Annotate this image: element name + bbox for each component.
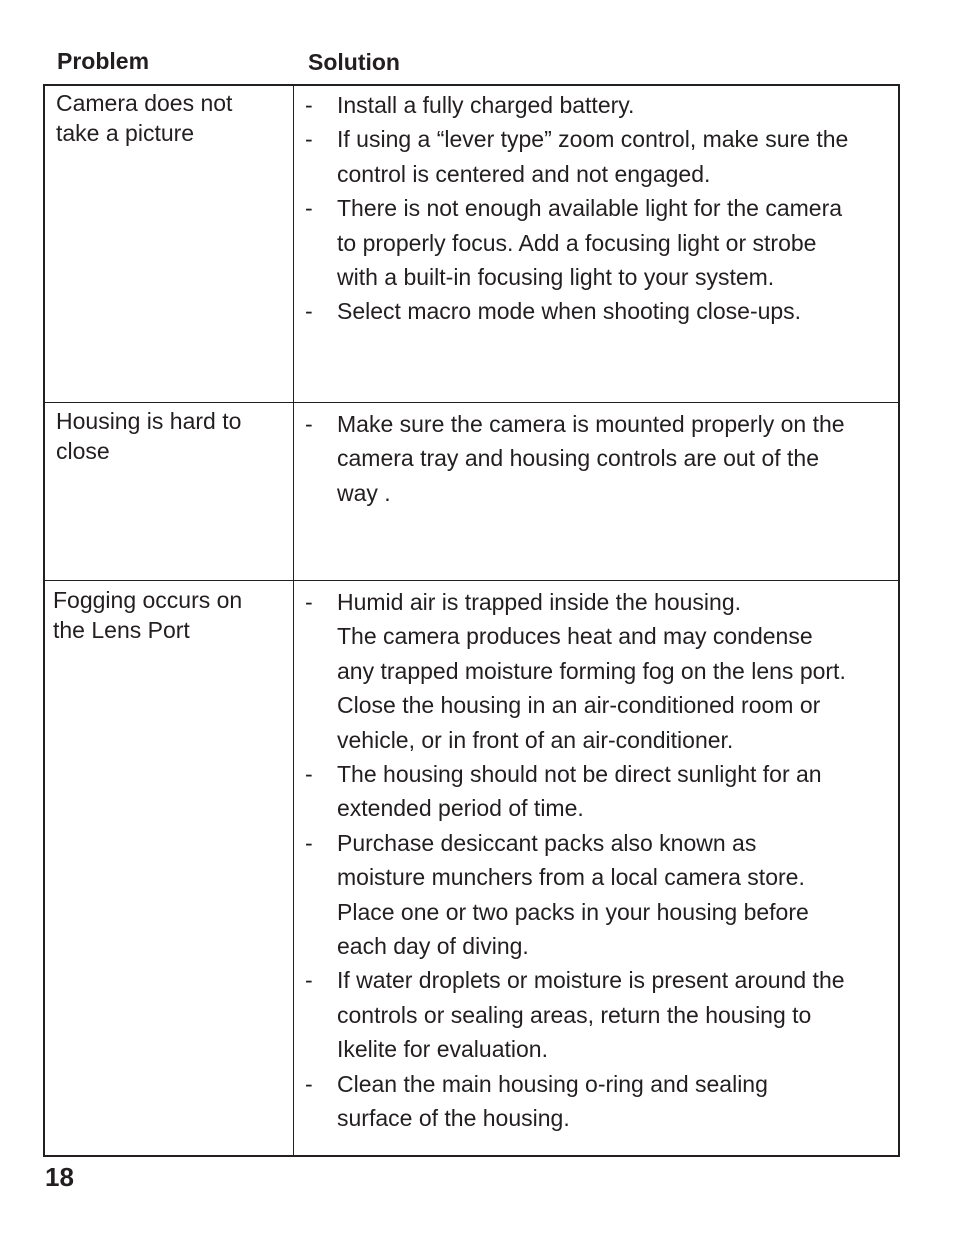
solution-item: [305, 826, 905, 964]
solution-text: Clean the main housing o-ring and sealing surface of the housing.: [337, 1070, 768, 1132]
solution-text: Purchase desiccant packs also known as moisture munchers from a local camera store. Place one or two packs in your housing before each day of diving.: [337, 829, 809, 960]
solution-item: [305, 1067, 905, 1136]
bullet-dash: -: [305, 589, 313, 615]
solution-text: If using a “lever type” zoom control, make sure the control is centered and not engaged.: [337, 126, 849, 187]
solution-item: [305, 963, 905, 1066]
problem-cell: Fogging occurs on the Lens Port: [53, 587, 243, 643]
row-divider: [45, 580, 898, 581]
solution-item: [305, 294, 905, 328]
solution-text: Install a fully charged battery.: [337, 92, 635, 118]
solution-item: [305, 88, 905, 122]
bullet-dash: -: [305, 761, 313, 788]
solution-item: [305, 757, 905, 826]
row-divider: [45, 402, 898, 403]
solution-list: [305, 407, 905, 510]
solution-column-header: Solution: [308, 49, 400, 75]
problem-column-header: Problem: [57, 48, 150, 74]
solution-text: Make sure the camera is mounted properly on the camera tray and housing controls are out of the way .: [337, 411, 845, 506]
solution-text: Select macro mode when shooting close-ups.: [337, 298, 802, 325]
solution-item: [305, 191, 905, 294]
troubleshooting-table: [43, 84, 900, 1157]
bullet-dash: -: [305, 967, 313, 994]
solution-text: The housing should not be direct sunlight for an extended period of time.: [337, 761, 822, 822]
bullet-dash: -: [305, 92, 313, 118]
bullet-dash: -: [305, 829, 313, 856]
bullet-dash: -: [305, 298, 313, 325]
solution-list: [305, 88, 905, 329]
solution-text: There is not enough available light for the camera to properly focus. Add a focusing light or strobe with a built-in focusing light to your system.: [337, 195, 843, 291]
bullet-dash: -: [305, 1070, 313, 1097]
problem-cell: Housing is hard to close: [56, 408, 242, 464]
solution-text: Humid air is trapped inside the housing. The camera produces heat and may condense any trapped moisture forming fog on the lens port. Close the housing in an air-conditioned room or vehicle, or in front of an air-conditioner.: [337, 589, 846, 753]
bullet-dash: -: [305, 411, 313, 437]
solution-item: [305, 122, 905, 191]
column-divider: [293, 86, 294, 1155]
solution-list: [305, 585, 905, 1136]
solution-item: [305, 585, 905, 757]
bullet-dash: -: [305, 126, 313, 153]
problem-cell: Camera does not take a picture: [56, 90, 233, 146]
solution-text: If water droplets or moisture is present around the controls or sealing areas, return the housing to Ikelite for evaluation.: [337, 967, 845, 1063]
bullet-dash: -: [305, 195, 313, 222]
solution-item: [305, 407, 905, 510]
page-number: 18: [45, 1162, 74, 1192]
